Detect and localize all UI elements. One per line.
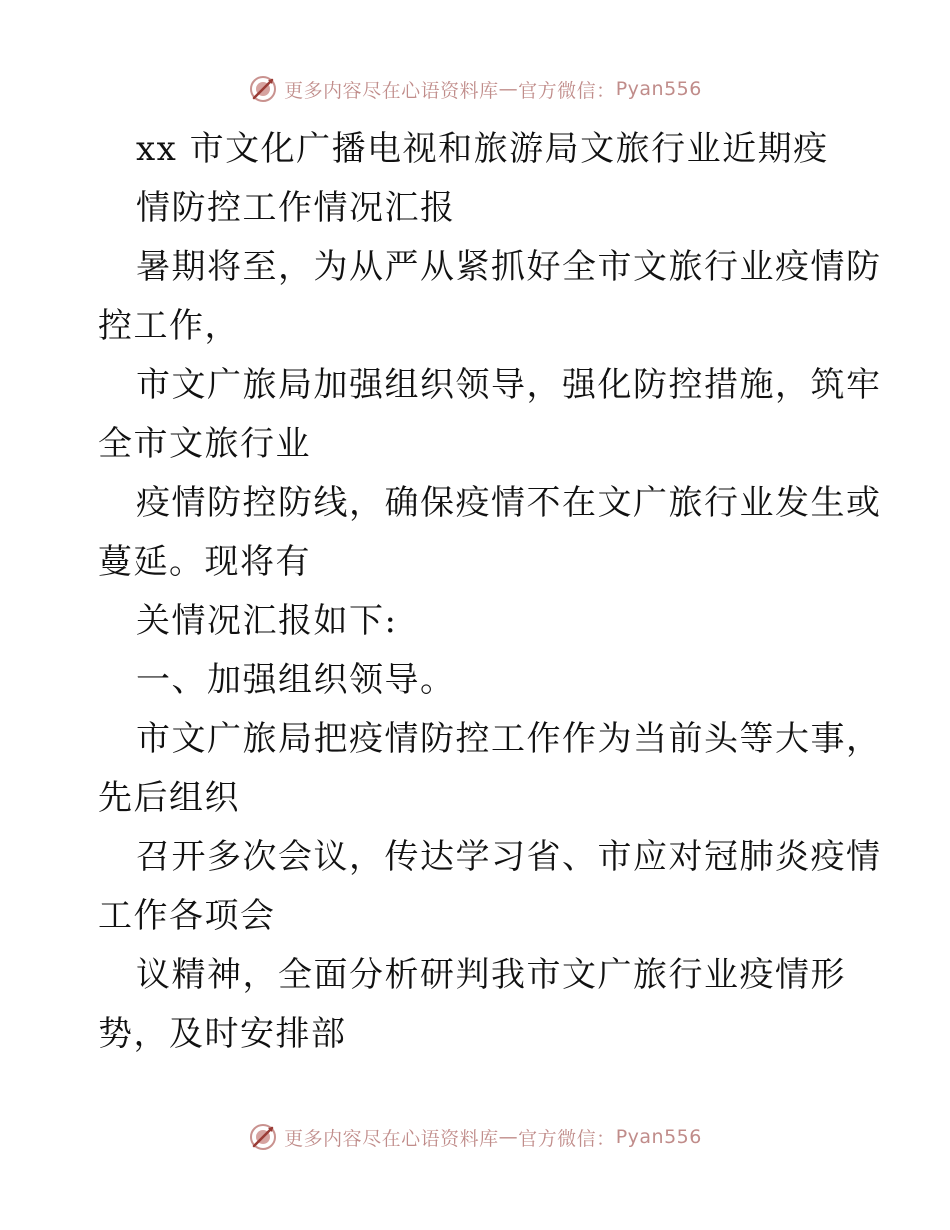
- text-line: 情防控工作情况汇报: [136, 188, 456, 228]
- text-line: 蔓延。现将有: [98, 542, 311, 582]
- text-line: 召开多次会议，传达学习省、市应对冠肺炎疫情: [136, 837, 882, 877]
- watermark-official: 官方微信：: [518, 1127, 616, 1150]
- watermark-separator: —: [498, 1126, 519, 1148]
- quill-seal-icon: [248, 1122, 278, 1152]
- text-line: 先后组织: [98, 778, 240, 818]
- text-line: 暑期将至，为从严从紧抓好全市文旅行业疫情防: [136, 247, 882, 287]
- watermark-account: Pyan556: [615, 78, 702, 100]
- section-heading: 一、加强组织领导。: [136, 660, 456, 700]
- text-line: 疫情防控防线，确保疫情不在文广旅行业发生或: [136, 483, 882, 523]
- text-line: 势，及时安排部: [98, 1014, 347, 1054]
- text-line: 全市文旅行业: [98, 424, 311, 464]
- text-line: xx 市文化广播电视和旅游局文旅行业近期疫: [136, 129, 829, 169]
- text-line: 市文广旅局把疫情防控工作作为当前头等大事，: [136, 719, 882, 759]
- watermark-official: 官方微信：: [518, 79, 616, 102]
- text-line: 市文广旅局加强组织领导，强化防控措施，筑牢: [136, 365, 882, 405]
- footer-watermark: [0, 1122, 950, 1152]
- text-line: 关情况汇报如下:: [136, 601, 398, 641]
- text-line: 控工作，: [98, 306, 240, 346]
- text-line: 议精神，全面分析研判我市文广旅行业疫情形: [136, 955, 846, 995]
- watermark-text: 更多内容尽在心语资料库: [284, 79, 499, 102]
- text-line: 工作各项会: [98, 896, 276, 936]
- header-watermark: [0, 74, 950, 104]
- document-body: [98, 120, 882, 1064]
- watermark-separator: —: [498, 78, 519, 100]
- quill-seal-icon: [248, 74, 278, 104]
- watermark-account: Pyan556: [615, 1126, 702, 1148]
- watermark-text: 更多内容尽在心语资料库: [284, 1127, 499, 1150]
